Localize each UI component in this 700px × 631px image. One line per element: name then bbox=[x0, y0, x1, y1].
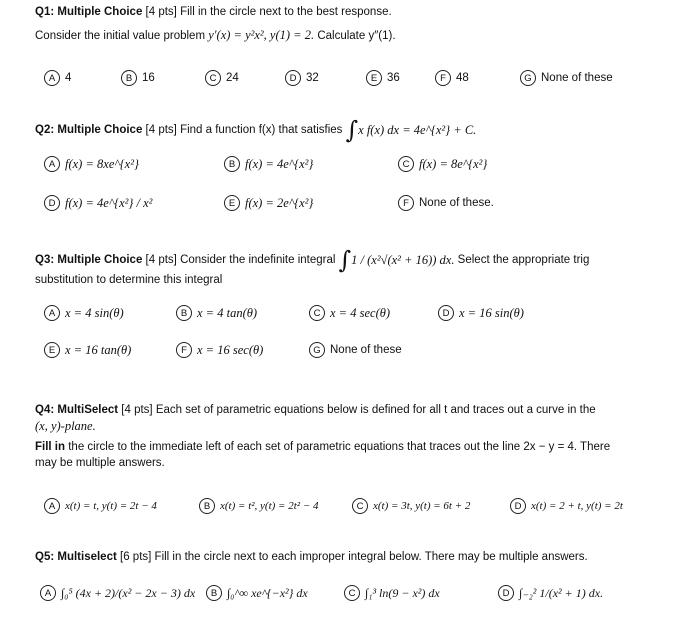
q1-prompt bbox=[35, 28, 396, 43]
q4-heading bbox=[35, 404, 596, 416]
q1-option-e-circle[interactable]: E bbox=[366, 70, 382, 86]
q1-option-c[interactable] bbox=[205, 70, 239, 86]
q3-option-b[interactable] bbox=[176, 305, 257, 321]
q3-option-c-text: x = 4 sec(θ) bbox=[330, 305, 391, 320]
q5-option-c-circle[interactable]: C bbox=[344, 585, 360, 601]
q1-points: [4 pts] bbox=[145, 6, 177, 18]
q1-option-g-circle[interactable]: G bbox=[520, 70, 536, 86]
q3-integrand: 1 / (x²√(x² + 16)) dx. bbox=[351, 252, 455, 267]
q3-option-c-circle[interactable]: C bbox=[309, 305, 325, 321]
q3-option-b-text: x = 4 tan(θ) bbox=[197, 305, 258, 320]
q4-prompt-a: Each set of parametric equations below is defined for all t and traces out a curve in the bbox=[155, 404, 596, 416]
q4-option-a-circle[interactable]: A bbox=[44, 498, 60, 514]
q1-option-f[interactable] bbox=[435, 70, 469, 86]
q4-label: Q4: MultiSelect bbox=[35, 404, 119, 416]
q4-option-c-text: x(t) = 3t, y(t) = 6t + 2 bbox=[373, 500, 471, 512]
q1-option-b-text: 16 bbox=[142, 72, 155, 84]
q3-option-c[interactable] bbox=[309, 305, 390, 321]
q3-option-e[interactable] bbox=[44, 342, 131, 358]
q2-option-f[interactable] bbox=[398, 195, 494, 211]
q2-option-b-circle[interactable]: B bbox=[224, 156, 240, 172]
q3-option-g-circle[interactable]: G bbox=[309, 342, 325, 358]
q2-option-c-circle[interactable]: C bbox=[398, 156, 414, 172]
q4-option-c-circle[interactable]: C bbox=[352, 498, 368, 514]
q5-label: Q5: Multiselect bbox=[35, 551, 117, 563]
q2-option-a[interactable] bbox=[44, 156, 139, 172]
q3-option-a-circle[interactable]: A bbox=[44, 305, 60, 321]
integral-sign-icon: ∫ bbox=[345, 116, 359, 144]
q1-ask: Calculate y″(1). bbox=[317, 30, 396, 42]
q3-option-g-text: None of these bbox=[330, 344, 402, 356]
q5-option-d[interactable] bbox=[498, 585, 603, 601]
q5-option-d-circle[interactable]: D bbox=[498, 585, 514, 601]
q4-prompt-d: may be multiple answers. bbox=[35, 457, 165, 469]
q1-option-e-text: 36 bbox=[387, 72, 400, 84]
q5-heading bbox=[35, 551, 588, 563]
q1-option-c-circle[interactable]: C bbox=[205, 70, 221, 86]
q1-option-g-text: None of these bbox=[541, 72, 613, 84]
q2-option-c-text: f(x) = 8e^{x²} bbox=[419, 156, 488, 171]
q1-ivp: y′(x) = y²x², y(1) = 2. bbox=[208, 28, 315, 42]
q2-option-f-text: None of these. bbox=[419, 197, 494, 209]
q1-option-b-circle[interactable]: B bbox=[121, 70, 137, 86]
q4-prompt-line3 bbox=[35, 441, 610, 453]
q1-option-e[interactable] bbox=[366, 70, 400, 86]
q3-option-d-text: x = 16 sin(θ) bbox=[459, 305, 524, 320]
q1-option-a-text: 4 bbox=[65, 72, 72, 84]
q5-option-a[interactable] bbox=[40, 585, 195, 601]
q1-prompt-text: Consider the initial value problem bbox=[35, 30, 206, 42]
q1-option-f-text: 48 bbox=[456, 72, 469, 84]
q5-points: [6 pts] bbox=[120, 551, 152, 563]
q4-option-d-text: x(t) = 2 + t, y(t) = 2t bbox=[531, 500, 623, 512]
q4-prompt-c: the circle to the immediate left of each set of parametric equations that traces out the line 2x − y = 4. There bbox=[68, 441, 611, 453]
q1-heading bbox=[35, 6, 392, 18]
q5-prompt: Fill in the circle next to each improper integral below. There may be multiple answers. bbox=[154, 551, 588, 563]
q3-option-f-circle[interactable]: F bbox=[176, 342, 192, 358]
q4-option-a-text: x(t) = t, y(t) = 2t − 4 bbox=[65, 500, 157, 512]
q5-option-c-text: ∫₁³ ln(9 − x²) dx bbox=[365, 585, 440, 600]
q2-integral: x f(x) dx = 4e^{x²} + C. bbox=[358, 122, 477, 137]
q2-prompt: Find a function f(x) that satisfies bbox=[180, 124, 343, 136]
q4-prompt-line2 bbox=[35, 419, 96, 434]
q5-option-a-text: ∫₀⁵ (4x + 2)/(x² − 2x − 3) dx bbox=[61, 585, 196, 600]
q3-option-f-text: x = 16 sec(θ) bbox=[197, 342, 264, 357]
q5-option-a-circle[interactable]: A bbox=[40, 585, 56, 601]
q3-option-e-circle[interactable]: E bbox=[44, 342, 60, 358]
q3-option-d[interactable] bbox=[438, 305, 524, 321]
q2-option-f-circle[interactable]: F bbox=[398, 195, 414, 211]
q4-option-b[interactable] bbox=[199, 498, 319, 514]
q4-option-c[interactable] bbox=[352, 498, 470, 514]
q5-option-c[interactable] bbox=[344, 585, 440, 601]
q2-option-a-circle[interactable]: A bbox=[44, 156, 60, 172]
q1-label: Q1: Multiple Choice bbox=[35, 6, 143, 18]
q4-prompt-b: (x, y)-plane. bbox=[35, 419, 96, 433]
q1-option-c-text: 24 bbox=[226, 72, 239, 84]
q5-option-b-circle[interactable]: B bbox=[206, 585, 222, 601]
q3-prompt-a: Consider the indefinite integral bbox=[180, 254, 336, 266]
q4-option-b-text: x(t) = t², y(t) = 2t² − 4 bbox=[220, 500, 319, 512]
q3-heading bbox=[35, 248, 589, 272]
q4-fill-label: Fill in bbox=[35, 441, 66, 453]
q1-instruction: Fill in the circle next to the best response. bbox=[180, 6, 392, 18]
q1-option-d-circle[interactable]: D bbox=[285, 70, 301, 86]
q2-option-a-text: f(x) = 8xe^{x²} bbox=[65, 156, 139, 171]
q4-option-b-circle[interactable]: B bbox=[199, 498, 215, 514]
q5-option-d-text: ∫₋₂² 1/(x² + 1) dx. bbox=[519, 585, 604, 600]
q4-option-d[interactable] bbox=[510, 498, 623, 514]
q2-option-b-text: f(x) = 4e^{x²} bbox=[245, 156, 314, 171]
q2-option-d[interactable] bbox=[44, 195, 152, 211]
q3-option-e-text: x = 16 tan(θ) bbox=[65, 342, 132, 357]
q2-option-d-circle[interactable]: D bbox=[44, 195, 60, 211]
q4-option-a[interactable] bbox=[44, 498, 157, 514]
q1-option-f-circle[interactable]: F bbox=[435, 70, 451, 86]
q2-label: Q2: Multiple Choice bbox=[35, 124, 143, 136]
q2-option-e[interactable] bbox=[224, 195, 313, 211]
q2-option-e-text: f(x) = 2e^{x²} bbox=[245, 195, 314, 210]
q1-option-b[interactable] bbox=[121, 70, 155, 86]
q3-option-a[interactable] bbox=[44, 305, 124, 321]
q2-option-d-text: f(x) = 4e^{x²} / x² bbox=[65, 195, 153, 210]
integral-sign-icon: ∫ bbox=[338, 246, 352, 274]
q1-option-a[interactable] bbox=[44, 70, 71, 86]
q2-option-b[interactable] bbox=[224, 156, 313, 172]
q3-option-f[interactable] bbox=[176, 342, 263, 358]
q1-option-a-circle[interactable]: A bbox=[44, 70, 60, 86]
q3-prompt-b: Select the appropriate trig bbox=[457, 254, 590, 266]
q5-option-b[interactable] bbox=[206, 585, 308, 601]
q1-option-d[interactable] bbox=[285, 70, 319, 86]
q1-option-g[interactable] bbox=[520, 70, 613, 86]
q2-heading bbox=[35, 118, 476, 142]
q3-option-b-circle[interactable]: B bbox=[176, 305, 192, 321]
q4-option-d-circle[interactable]: D bbox=[510, 498, 526, 514]
q1-option-d-text: 32 bbox=[306, 72, 319, 84]
q3-option-d-circle[interactable]: D bbox=[438, 305, 454, 321]
q3-option-a-text: x = 4 sin(θ) bbox=[65, 305, 124, 320]
q3-prompt-line2 bbox=[35, 274, 222, 286]
q4-prompt-line4 bbox=[35, 457, 165, 469]
q2-option-e-circle[interactable]: E bbox=[224, 195, 240, 211]
q2-points: [4 pts] bbox=[145, 124, 177, 136]
q3-label: Q3: Multiple Choice bbox=[35, 254, 143, 266]
q2-option-c[interactable] bbox=[398, 156, 487, 172]
q3-prompt-c: substitution to determine this integral bbox=[35, 274, 223, 286]
q3-points: [4 pts] bbox=[145, 254, 177, 266]
q3-option-g[interactable] bbox=[309, 342, 402, 358]
q5-option-b-text: ∫₀^∞ xe^{−x²} dx bbox=[227, 585, 308, 600]
q4-points: [4 pts] bbox=[121, 404, 153, 416]
